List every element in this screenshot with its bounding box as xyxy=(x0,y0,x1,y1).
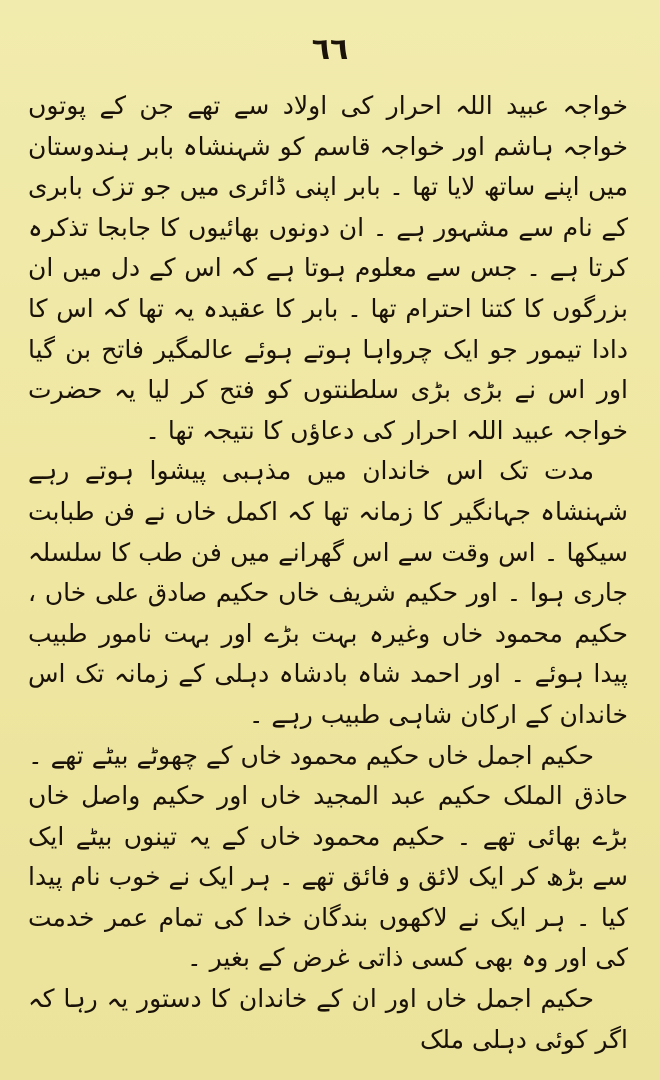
paragraph-3: حکیم اجمل خاں حکیم محمود خاں کے چھوٹے بیٹے تھے ۔ حاذق الملک حکیم عبد المجید خاں اور حکیم واصل خاں بڑے بھائی تھے ۔ حکیم محمود خاں کے یہ تینوں بیٹے ایک سے بڑھ کر ایک لائق و فائق تھے ۔ ہر ایک نے خوب نام پیدا کیا ۔ ہر ایک نے لاکھوں بندگان خدا کی تمام عمر خدمت کی اور وہ بھی کسی ذاتی غرض کے بغیر ۔ xyxy=(28,740,628,973)
page-number: ٦٦ xyxy=(311,32,349,67)
paragraph-1: خواجہ عبید اللہ احرار کی اولاد سے تھے جن کے پوتوں خواجہ ہاشم اور خواجہ قاسم کو شہنشاہ بابر ہندوستان میں اپنے ساتھ لایا تھا ۔ بابر اپنی ڈائری میں جو تزک بابری کے نام سے مشہور ہے ۔ ان دونوں بھائیوں کا جابجا تذکرہ کرتا ہے ۔ جس سے معلوم ہوتا ہے کہ اس کے دل میں ان بزرگوں کا کتنا احترام تھا ۔ بابر کا عقیدہ یہ تھا کہ اس کا دادا تیمور جو ایک چرواہا ہوتے ہوئے عالمگیر فاتح بن گیا اور اس نے بڑی بڑی سلطنتوں کو فتح کر لیا یہ حضرت خواجہ عبید اللہ احرار کی دعاؤں کا نتیجہ تھا ۔ xyxy=(28,91,628,445)
body-text xyxy=(28,86,628,1060)
paragraph-2: مدت تک اس خاندان میں مذہبی پیشوا ہوتے رہے شہنشاہ جہانگیر کا زمانہ تھا کہ اکمل خاں نے فن طبابت سیکھا ۔ اس وقت سے اس گھرانے میں فن طب کا سلسلہ جاری ہوا ۔ اور حکیم شریف خاں حکیم صادق علی خاں ، حکیم محمود خاں وغیرہ بہت بڑے اور بہت نامور طبیب پیدا ہوئے ۔ اور احمد شاہ بادشاہ دہلی کے زمانہ تک اس خاندان کے ارکان شاہی طبیب رہے ۔ xyxy=(28,456,628,729)
paragraph-4: حکیم اجمل خاں اور ان کے خاندان کا دستور یہ رہا کہ اگر کوئی دہلی ملک xyxy=(28,984,628,1054)
